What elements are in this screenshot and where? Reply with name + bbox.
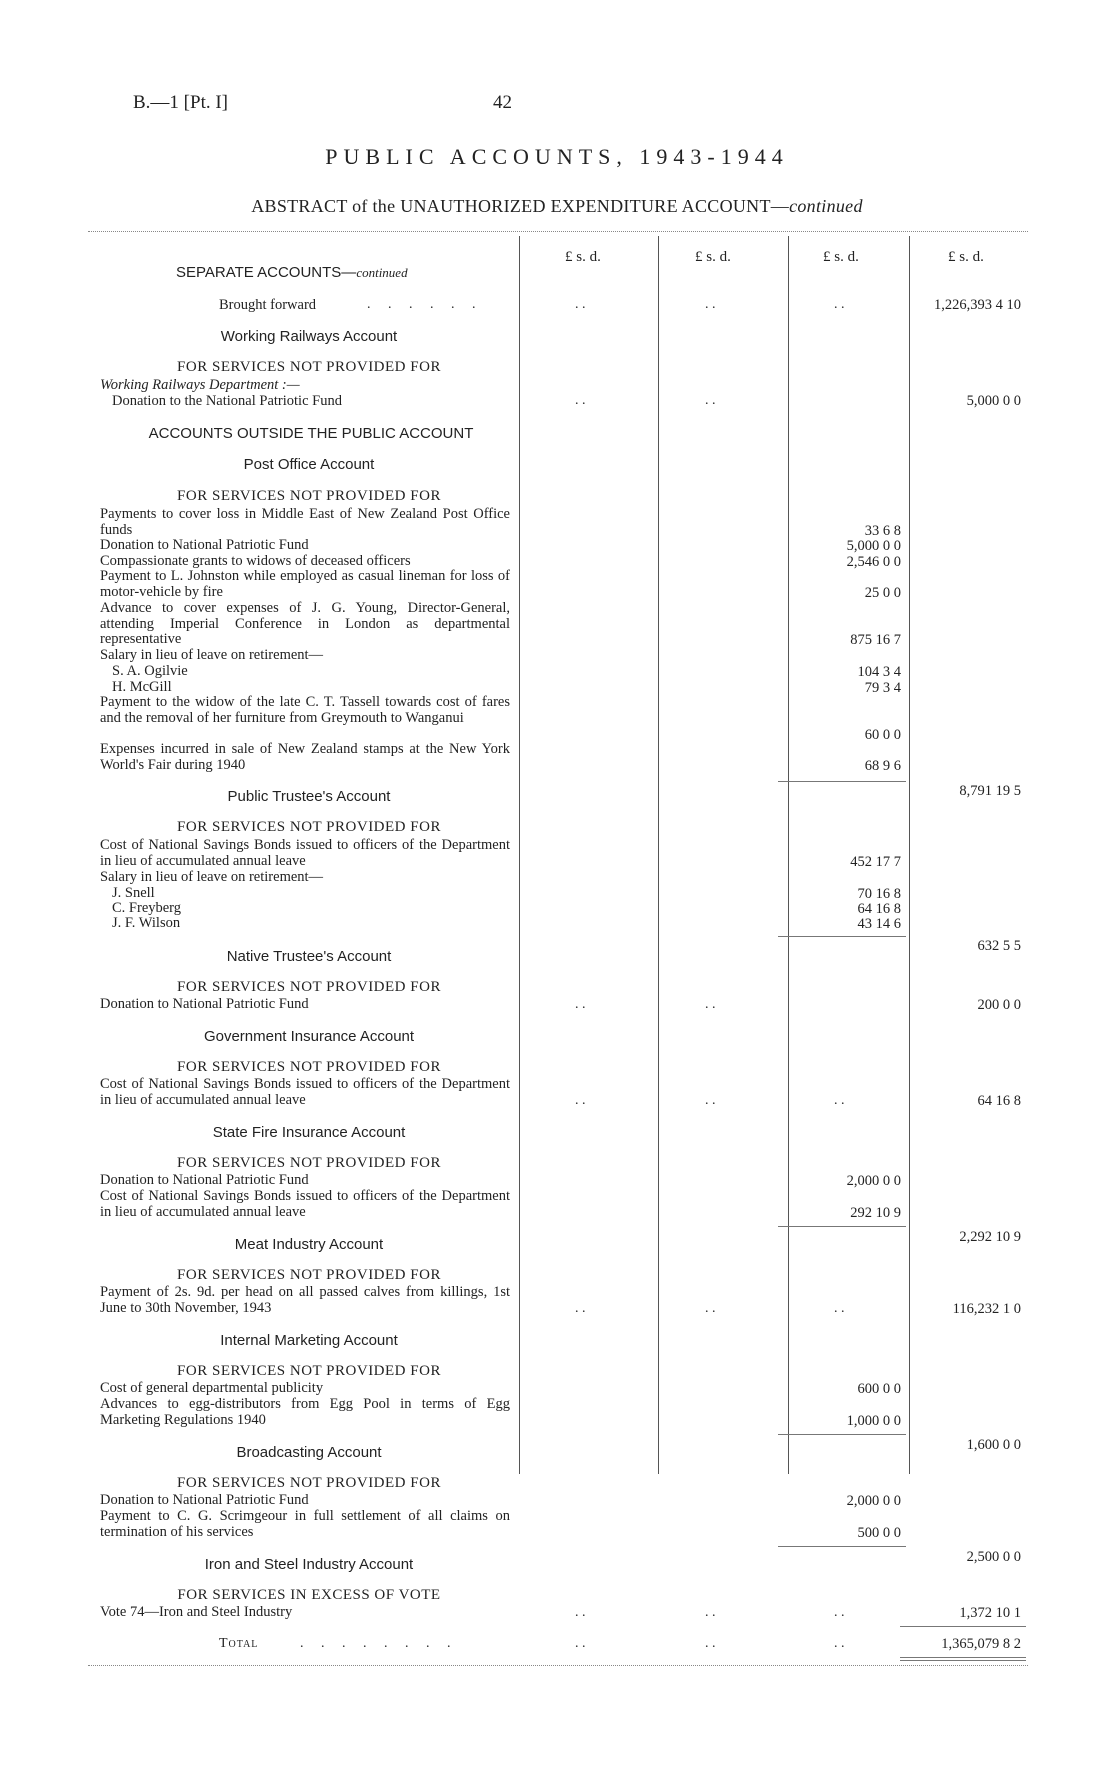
native-trustee-heading: Native Trustee's Account <box>226 948 392 965</box>
internal-marketing-total: 1,600 0 0 <box>966 1437 1021 1453</box>
outside-accounts-heading: ACCOUNTS OUTSIDE THE PUBLIC ACCOUNT <box>148 425 474 442</box>
govt-insurance-heading: Government Insurance Account <box>203 1028 415 1045</box>
total-label: Total <box>219 1636 259 1651</box>
po-amount-5: 875 16 7 <box>850 632 901 648</box>
column-divider-3 <box>788 236 789 1474</box>
internal-marketing-heading: Internal Marketing Account <box>220 1332 398 1349</box>
broadcasting-total: 2,500 0 0 <box>966 1549 1021 1565</box>
meat-fsnp: FOR SERVICES NOT PROVIDED FOR <box>177 1267 441 1283</box>
pt-amount-3: 70 16 8 <box>857 886 901 902</box>
page-subtitle <box>0 196 1114 217</box>
double-rule <box>900 1660 1026 1661</box>
public-trustee-heading: Public Trustee's Account <box>227 788 391 805</box>
column-header-2: £ s. d. <box>695 249 731 265</box>
separate-accounts-continued: continued <box>356 265 408 280</box>
nt-item: Donation to National Patriotic Fund <box>100 996 309 1012</box>
leader-dots: . . <box>705 1605 716 1620</box>
sf-item-2: Cost of National Savings Bonds issued to officers of the Department in lieu of accumulated annual leave <box>100 1188 510 1220</box>
broadcasting-fsnp: FOR SERVICES NOT PROVIDED FOR <box>177 1475 441 1491</box>
meat-item: Payment of 2s. 9d. per head on all passed calves from killings, 1st June to 30th November, 1943 <box>100 1284 510 1316</box>
pt-item-5: J. F. Wilson <box>112 915 181 931</box>
public-trustee-fsnp: FOR SERVICES NOT PROVIDED FOR <box>177 819 441 835</box>
meat-heading: Meat Industry Account <box>234 1236 384 1253</box>
po-item-2: Donation to National Patriotic Fund <box>100 537 309 553</box>
separate-accounts-heading <box>176 264 408 281</box>
is-item: Vote 74—Iron and Steel Industry <box>100 1604 293 1620</box>
leader-dots: . . <box>705 1093 716 1108</box>
im-amount-1: 600 0 0 <box>857 1381 901 1397</box>
railways-fsnp: FOR SERVICES NOT PROVIDED FOR <box>177 359 441 375</box>
leader-dots: . . <box>575 1301 586 1316</box>
po-item-6: Salary in lieu of leave on retirement— <box>100 647 324 663</box>
po-amount-10: 68 9 6 <box>864 758 901 774</box>
iron-steel-heading: Iron and Steel Industry Account <box>204 1556 414 1573</box>
leader-dots: . . <box>575 1605 586 1620</box>
document-reference: B.—1 [Pt. I] <box>133 92 228 113</box>
govt-insurance-fsnp: FOR SERVICES NOT PROVIDED FOR <box>177 1059 441 1075</box>
page-number: 42 <box>493 92 512 113</box>
leader-dots: . . <box>705 1636 716 1651</box>
total-rule <box>900 1626 1026 1627</box>
po-item-1: Payments to cover loss in Middle East of New Zealand Post Office funds <box>100 506 510 538</box>
column-header-1: £ s. d. <box>565 249 601 265</box>
po-amount-2: 5,000 0 0 <box>846 538 901 554</box>
im-amount-2: 1,000 0 0 <box>846 1413 901 1429</box>
gi-item: Cost of National Savings Bonds issued to officers of the Department in lieu of accumulated annual leave <box>100 1076 510 1108</box>
subtitle-main: ABSTRACT of the UNAUTHORIZED EXPENDITURE ACCOUNT— <box>251 196 790 216</box>
subtotal-rule <box>778 936 906 937</box>
railways-heading: Working Railways Account <box>220 328 398 345</box>
bc-item-1: Donation to National Patriotic Fund <box>100 1492 309 1508</box>
leader-dots: . . . . . . <box>367 297 483 312</box>
po-amount-7: 104 3 4 <box>857 664 901 680</box>
internal-marketing-fsnp: FOR SERVICES NOT PROVIDED FOR <box>177 1363 441 1379</box>
state-fire-total: 2,292 10 9 <box>959 1229 1021 1245</box>
bc-amount-1: 2,000 0 0 <box>846 1493 901 1509</box>
post-office-fsnp: FOR SERVICES NOT PROVIDED FOR <box>177 488 441 504</box>
po-amount-1: 33 6 8 <box>864 523 901 539</box>
iron-steel-total: 1,372 10 1 <box>959 1605 1021 1621</box>
top-rule <box>88 231 1028 232</box>
leader-dots: . . <box>834 1301 845 1316</box>
leader-dots: . . <box>705 297 716 312</box>
bottom-rule <box>88 1665 1028 1666</box>
native-trustee-fsnp: FOR SERVICES NOT PROVIDED FOR <box>177 979 441 995</box>
po-amount-4: 25 0 0 <box>864 585 901 601</box>
public-trustee-total: 632 5 5 <box>977 938 1021 954</box>
subtotal-rule <box>778 781 906 782</box>
pt-amount-4: 64 16 8 <box>857 901 901 917</box>
leader-dots: . . <box>575 997 586 1012</box>
po-item-7: S. A. Ogilvie <box>112 663 188 679</box>
separate-accounts-label: SEPARATE ACCOUNTS— <box>176 264 357 281</box>
page-title: PUBLIC ACCOUNTS, 1943-1944 <box>325 144 789 169</box>
pt-amount-5: 43 14 6 <box>857 916 901 932</box>
po-item-4: Payment to L. Johnston while employed as casual lineman for loss of motor-vehicle by fire <box>100 568 510 600</box>
im-item-2: Advances to egg-distributors from Egg Pool in terms of Egg Marketing Regulations 1940 <box>100 1396 510 1428</box>
subtotal-rule <box>778 1226 906 1227</box>
broadcasting-heading: Broadcasting Account <box>236 1444 382 1461</box>
leader-dots: . . <box>705 393 716 408</box>
column-header-3: £ s. d. <box>823 249 859 265</box>
column-divider-2 <box>658 236 659 1474</box>
leader-dots: . . <box>575 393 586 408</box>
po-item-10: Expenses incurred in sale of New Zealand stamps at the New York World's Fair during 1940 <box>100 741 510 773</box>
po-amount-9: 60 0 0 <box>864 727 901 743</box>
pt-amount-1: 452 17 7 <box>850 854 901 870</box>
state-fire-fsnp: FOR SERVICES NOT PROVIDED FOR <box>177 1155 441 1171</box>
bc-amount-2: 500 0 0 <box>857 1525 901 1541</box>
leader-dots: . . <box>575 297 586 312</box>
column-divider-1 <box>519 236 520 1474</box>
pt-item-1: Cost of National Savings Bonds issued to officers of the Department in lieu of accumulated annual leave <box>100 837 510 869</box>
leader-dots: . . <box>834 1093 845 1108</box>
double-rule <box>900 1657 1026 1658</box>
column-divider-4 <box>909 236 910 1474</box>
po-amount-8: 79 3 4 <box>864 680 901 696</box>
po-amount-3: 2,546 0 0 <box>846 554 901 570</box>
post-office-heading: Post Office Account <box>243 456 375 473</box>
leader-dots: . . <box>575 1093 586 1108</box>
brought-forward-label: Brought forward <box>219 297 317 313</box>
leader-dots: . . <box>834 1636 845 1651</box>
railways-item: Donation to the National Patriotic Fund <box>112 393 342 409</box>
brought-forward-total: 1,226,393 4 10 <box>934 297 1021 313</box>
po-item-3: Compassionate grants to widows of deceased officers <box>100 553 411 569</box>
po-item-8: H. McGill <box>112 679 172 695</box>
sf-amount-2: 292 10 9 <box>850 1205 901 1221</box>
sf-item-1: Donation to National Patriotic Fund <box>100 1172 309 1188</box>
column-header-4: £ s. d. <box>948 249 984 265</box>
leader-dots: . . . . . . . . <box>300 1636 458 1651</box>
iron-steel-fsev: FOR SERVICES IN EXCESS OF VOTE <box>177 1587 441 1603</box>
po-item-9: Payment to the widow of the late C. T. Tassell towards cost of fares and the removal of her furniture from Greymouth to Wanganui <box>100 694 510 726</box>
leader-dots: . . <box>834 297 845 312</box>
leader-dots: . . <box>705 997 716 1012</box>
im-item-1: Cost of general departmental publicity <box>100 1380 324 1396</box>
leader-dots: . . <box>834 1605 845 1620</box>
meat-total: 116,232 1 0 <box>952 1301 1021 1317</box>
state-fire-heading: State Fire Insurance Account <box>212 1124 406 1141</box>
railways-total: 5,000 0 0 <box>966 393 1021 409</box>
bc-item-2: Payment to C. G. Scrimgeour in full settlement of all claims on termination of his services <box>100 1508 510 1540</box>
subtotal-rule <box>778 1546 906 1547</box>
grand-total-amount: 1,365,079 8 2 <box>941 1636 1021 1652</box>
pt-item-3: J. Snell <box>112 885 155 901</box>
post-office-total: 8,791 19 5 <box>959 783 1021 799</box>
leader-dots: . . <box>705 1301 716 1316</box>
railways-department: Working Railways Department :— <box>100 377 300 393</box>
native-trustee-total: 200 0 0 <box>977 997 1021 1013</box>
sf-amount-1: 2,000 0 0 <box>846 1173 901 1189</box>
subtotal-rule <box>778 1434 906 1435</box>
pt-item-4: C. Freyberg <box>112 900 182 916</box>
govt-insurance-total: 64 16 8 <box>977 1093 1021 1109</box>
subtitle-continued: continued <box>789 196 863 216</box>
leader-dots: . . <box>575 1636 586 1651</box>
po-item-5: Advance to cover expenses of J. G. Young, Director-General, attending Imperial Conference in London as departmental representative <box>100 600 510 648</box>
pt-item-2: Salary in lieu of leave on retirement— <box>100 869 324 885</box>
